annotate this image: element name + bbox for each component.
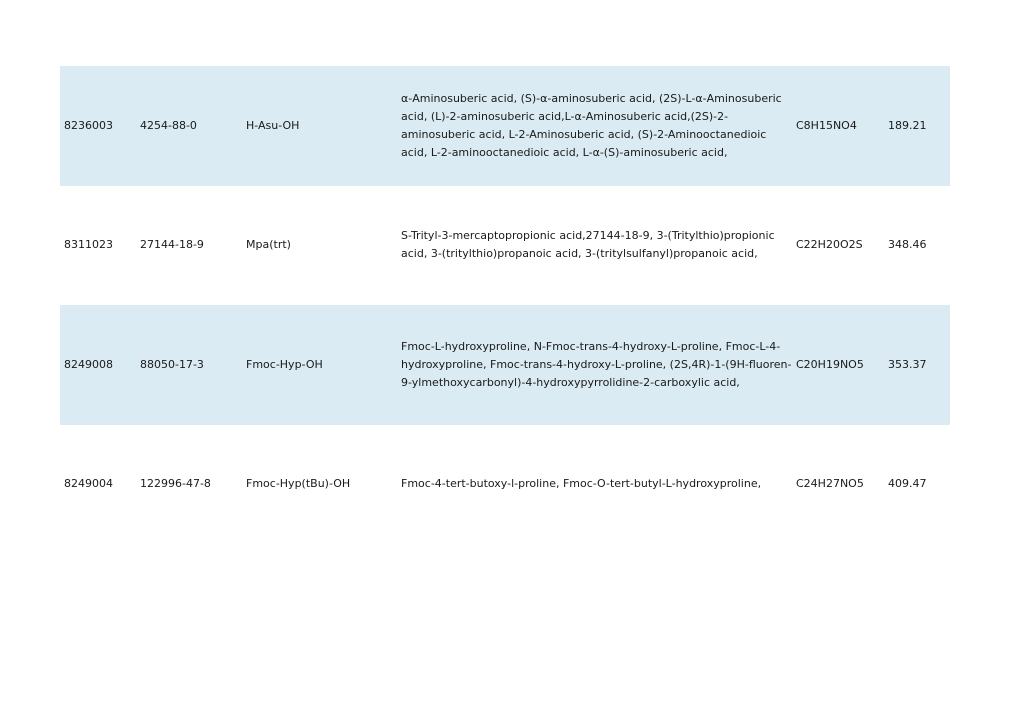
product-code: Fmoc-Hyp(tBu)-OH xyxy=(246,477,351,491)
product-table xyxy=(60,66,950,544)
table-row xyxy=(60,66,950,186)
molecular-formula: C8H15NO4 xyxy=(796,118,857,132)
molecular-weight: 353.37 xyxy=(888,357,927,371)
molecular-formula: C20H19NO5 xyxy=(796,357,864,371)
product-code: Mpa(trt) xyxy=(246,238,291,252)
molecular-formula: C22H20O2S xyxy=(796,238,863,252)
synonyms: Fmoc-L-hydroxyproline, N-Fmoc-trans-4-hydroxy-L-proline, Fmoc-L-4-hydroxyproline, Fmoc-trans-4-hydroxy-L-proline, (2S,4R)-1-(9H-fluoren-9-ylmethoxycarbonyl)-4-hydroxypyrrolidine-2-carboxylic acid, xyxy=(401,339,792,389)
synonyms: Fmoc-4-tert-butoxy-l-proline, Fmoc-O-tert-butyl-L-hydroxyproline, xyxy=(401,477,762,491)
molecular-weight: 189.21 xyxy=(888,118,927,132)
cas-number: 122996-47-8 xyxy=(140,477,211,491)
product-code: H-Asu-OH xyxy=(246,118,300,132)
product-code: Fmoc-Hyp-OH xyxy=(246,357,323,371)
product-id: 8311023 xyxy=(64,238,113,252)
synonyms: α-Aminosuberic acid, (S)-α-aminosuberic acid, (2S)-L-α-Aminosuberic acid, (L)-2-aminosuberic acid,L-α-Aminosuberic acid,(2S)-2-aminosuberic acid, L-2-Aminosuberic acid, (S)-2-Aminooctanedioic acid, L-2-aminooctanedioic acid, L-α-(S)-aminosuberic acid, xyxy=(401,91,782,159)
cas-number: 27144-18-9 xyxy=(140,238,204,252)
product-id: 8249004 xyxy=(64,477,113,491)
product-id: 8236003 xyxy=(64,118,113,132)
product-id: 8249008 xyxy=(64,357,113,371)
cas-number: 88050-17-3 xyxy=(140,357,204,371)
table-row xyxy=(60,186,950,306)
table-row xyxy=(60,305,950,425)
cas-number: 4254-88-0 xyxy=(140,118,197,132)
molecular-formula: C24H27NO5 xyxy=(796,477,864,491)
molecular-weight: 409.47 xyxy=(888,477,927,491)
synonyms: S-Trityl-3-mercaptopropionic acid,27144-18-9, 3-(Tritylthio)propionic acid, 3-(tritylthio)propanoic acid, 3-(tritylsulfanyl)propanoic acid, xyxy=(401,229,775,261)
molecular-weight: 348.46 xyxy=(888,238,927,252)
table-row xyxy=(60,425,950,545)
